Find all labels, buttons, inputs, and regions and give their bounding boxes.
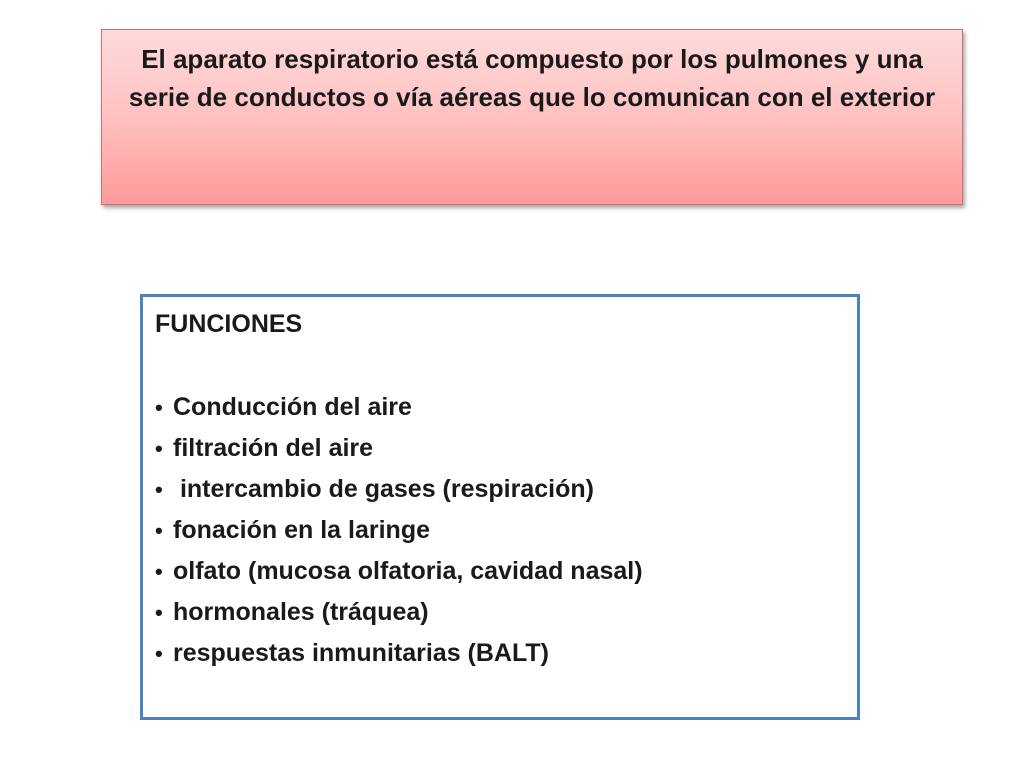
title-box [101,29,963,205]
list-item-text: respuestas inmunitarias (BALT) [173,639,550,667]
bullet-icon: • [155,395,163,420]
list-item [155,469,845,510]
functions-box [140,294,860,720]
bullet-icon: • [155,518,163,543]
list-item [155,510,845,551]
list-item-text: hormonales (tráquea) [173,598,429,626]
bullet-icon: • [155,436,163,461]
bullet-icon: • [155,641,163,666]
list-item-text: fonación en la laringe [173,516,430,544]
list-item [155,428,845,469]
list-item [155,551,845,592]
slide-title: El aparato respiratorio está compuesto por los pulmones y una serie de conductos o vía aéreas que lo comunican con el exterior [128,44,936,112]
list-item-text: filtración del aire [173,434,374,462]
list-item [155,592,845,633]
list-item [155,633,845,674]
list-item [155,387,845,428]
list-item-text: intercambio de gases (respiración) [173,475,594,503]
bullet-icon: • [155,477,163,502]
bullet-icon: • [155,559,163,584]
list-item-text: olfato (mucosa olfatoria, cavidad nasal) [173,557,643,585]
list-item-text: Conducción del aire [173,393,412,421]
functions-heading: FUNCIONES [155,310,303,338]
functions-list [155,387,845,674]
bullet-icon: • [155,600,163,625]
